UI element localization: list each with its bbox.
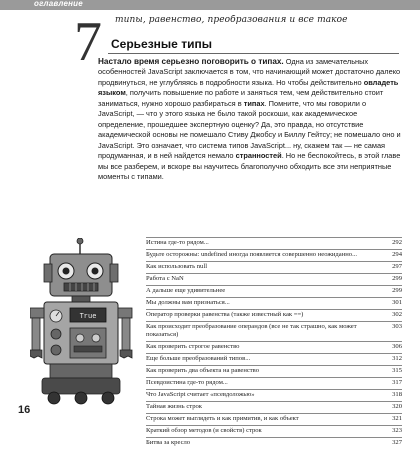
toc-entry bbox=[146, 353, 402, 365]
toc-entry-page: 299 bbox=[392, 275, 402, 282]
intro-text: Одна из замечательных особенностей JavaScript заключается в том, что начинающий может достаточно далеко продвинуться, не углубляясь в подробности языка. Но чтобы действительно bbox=[98, 57, 401, 87]
toc-entry-title: Как проверить строгое равенство bbox=[146, 343, 240, 350]
section-label: оглавление bbox=[34, 0, 83, 8]
intro-emphasis: странностей bbox=[235, 151, 282, 161]
intro-lead: Настало время серьезно поговорить о типах. bbox=[98, 57, 284, 66]
toc-entry bbox=[146, 389, 402, 401]
toc-entry-title: Тайная жизнь строк bbox=[146, 403, 203, 410]
toc-entry bbox=[146, 249, 402, 261]
toc-entry-title: Мы должны вам признаться... bbox=[146, 299, 230, 306]
intro-text: . Помните, что мы говорили о JavaScript, — что у этого языка не было такой роскоши, как академическое определение, прошедшее экспертную оценку? Да, это правда, но отсутствие академической основы не помешало Стиву Джобсу и Биллу Гейтсу; не помешало оно и JavaScript. Это означает, что система типов JavaScript... ну, скажем так — не самая продуманная, и в ней найдется немало bbox=[98, 98, 401, 161]
toc-entry-page: 306 bbox=[392, 343, 402, 350]
toc-entry bbox=[146, 297, 402, 309]
toc-entry-title: Строка может выглядеть и как примитив, и как объект bbox=[146, 415, 299, 422]
toc-entry-page: 303 bbox=[392, 323, 402, 330]
toc-entry-page: 327 bbox=[392, 439, 402, 446]
toc-entry-title: Как использовать null bbox=[146, 263, 208, 270]
toc-entry-title: Истина где-то рядом... bbox=[146, 239, 209, 246]
toc-entry-title: Краткий обзор методов (и свойств) строк bbox=[146, 427, 262, 434]
toc-entry bbox=[146, 341, 402, 353]
table-of-contents bbox=[146, 237, 402, 449]
robot-illustration bbox=[30, 238, 142, 406]
toc-entry-page: 323 bbox=[392, 427, 402, 434]
toc-entry-title: Работа с NaN bbox=[146, 275, 184, 282]
toc-entry bbox=[146, 365, 402, 377]
toc-entry-page: 320 bbox=[392, 403, 402, 410]
toc-entry bbox=[146, 309, 402, 321]
toc-entry bbox=[146, 285, 402, 297]
toc-entry-page: 299 bbox=[392, 287, 402, 294]
title-divider bbox=[108, 53, 399, 54]
toc-entry-page: 318 bbox=[392, 391, 402, 398]
toc-entry-page: 302 bbox=[392, 311, 402, 318]
intro-text: . Но не беспокойтесь, в этой главе мы все разберем, и вскоре вы научитесь благополучно обходить все эти неприятные моменты с типами. bbox=[98, 151, 401, 181]
toc-entry-title: А дальше еще удивительнее bbox=[146, 287, 226, 294]
toc-entry bbox=[146, 261, 402, 273]
toc-entry-title: Как проверить два объекта на равенство bbox=[146, 367, 260, 374]
intro-emphasis: овладеть языком bbox=[98, 77, 399, 98]
toc-entry-title: Оператор проверки равенства (также известный как ==) bbox=[146, 311, 304, 318]
intro-emphasis: типах bbox=[243, 98, 265, 108]
toc-entry bbox=[146, 377, 402, 389]
toc-entry-title: Псевдоистина где-то рядом... bbox=[146, 379, 228, 386]
page-number: 16 bbox=[18, 404, 31, 416]
intro-text: , получить повышение по работе и заняться тем, чем действительно стоит заниматься, нужно хорошо разбираться в bbox=[98, 88, 384, 108]
toc-entry-title: Будьте осторожны: undefined иногда появляется совершенно неожиданно... bbox=[146, 251, 358, 258]
chapter-title: Серьезные типы bbox=[111, 37, 212, 51]
chapter-subtitle: типы, равенство, преобразования и все такое bbox=[115, 15, 348, 25]
toc-entry bbox=[146, 321, 402, 341]
toc-entry bbox=[146, 401, 402, 413]
toc-entry bbox=[146, 237, 402, 249]
toc-entry-title: Битва за кресло bbox=[146, 439, 191, 446]
toc-entry-page: 294 bbox=[392, 251, 402, 258]
chapter-intro bbox=[98, 57, 401, 182]
toc-entry bbox=[146, 413, 402, 425]
toc-entry bbox=[146, 437, 402, 449]
toc-entry bbox=[146, 425, 402, 437]
toc-entry-title: Еще больше преобразований типов... bbox=[146, 355, 251, 362]
toc-entry-page: 301 bbox=[392, 299, 402, 306]
toc-entry-page: 292 bbox=[392, 239, 402, 246]
toc-entry-page: 317 bbox=[392, 379, 402, 386]
chapter-number: 7 bbox=[74, 11, 102, 73]
toc-entry-title: Что JavaScript считает «псевдоложью» bbox=[146, 391, 255, 398]
toc-entry-page: 315 bbox=[392, 367, 402, 374]
toc-entry-page: 321 bbox=[392, 415, 402, 422]
header-bar bbox=[0, 0, 420, 10]
toc-entry bbox=[146, 273, 402, 285]
toc-entry-title: Как происходит преобразование операндов (все не так страшно, как может показаться) bbox=[146, 323, 357, 338]
toc-entry-page: 297 bbox=[392, 263, 402, 270]
robot-screen-label: True bbox=[79, 313, 97, 321]
toc-entry-page: 312 bbox=[392, 355, 402, 362]
